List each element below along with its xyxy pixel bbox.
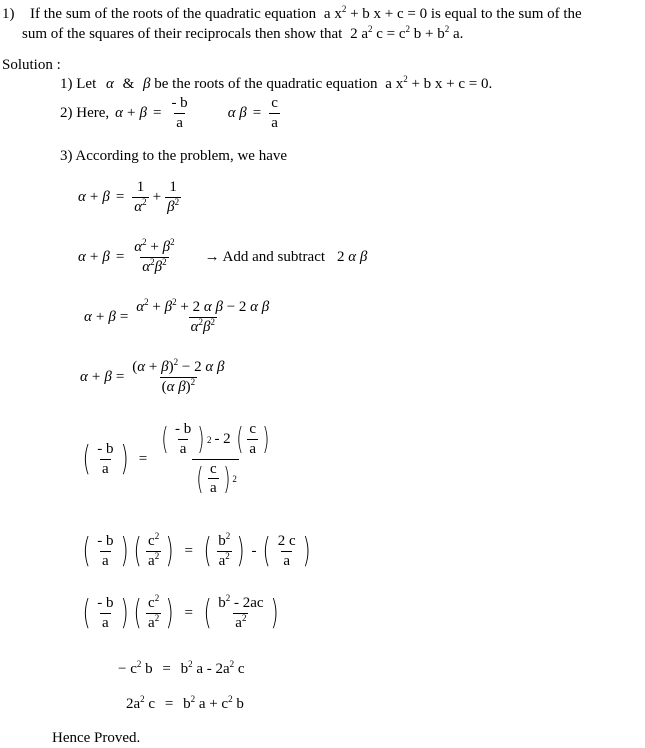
step-1-mid: be the roots of the quadratic equation xyxy=(154,76,378,92)
equation-7: ( $\frac{- b}{a}$ ) ( $\frac{c^2}{a^2}$ ) = ( $\frac{b^2 - 2ac}{a^2}$ ) xyxy=(82,593,279,634)
equation-6: ( $\frac{- b}{a}$ ) ( $\frac{c^2}{a^2}$ ) = ( $\frac{b^2}{a^2}$ ) - ( $\frac{2 c}{a}$ ) xyxy=(82,531,311,572)
step-2-text: 2) Here, xyxy=(60,105,110,122)
equation-5: ( $\frac{- b}{a}$ ) = ( $\frac{- b}{a}$ ) 2 - 2 ( $\frac{c}{a}$ ) ( $\frac{c}{a}$ ) 2 xyxy=(82,421,270,497)
equation-2: α + β = $\frac{\alpha^2 + \beta^2}{\alpha^2\beta^2}$ → Add and subtract 2 α β xyxy=(78,237,368,275)
equation-9: $2a^2$ $c = b^2$ $a + c^2$ b xyxy=(126,694,244,712)
equation-3: α + β = $\frac{\alpha^2 + \beta^2 + 2 \alpha \beta - 2 \alpha \beta}{\alpha^2\beta^2}$ xyxy=(84,297,270,335)
step-1-text: 1) Let xyxy=(60,76,97,92)
arrow-note: → Add and subtract xyxy=(204,249,326,266)
problem-text-1-tail: is equal to the sum of the xyxy=(430,6,582,22)
problem-text-2: sum of the squares of their reciprocals then show that xyxy=(22,26,343,42)
equation-8: − $c^2$ $b = b^2$ a - $2a^2$ c xyxy=(118,659,245,677)
problem-text-1: If the sum of the roots of the quadratic equation xyxy=(30,6,317,22)
problem-number: 1) xyxy=(2,6,15,22)
equation-4: α + β = $\frac{(\alpha + \beta)^2 - 2 \alpha \beta}{(\alpha \beta)^2}$ xyxy=(80,357,225,395)
problem-line-2: sum of the squares of their reciprocals then show that 2 $a^2$ $c = c^2$ $b + b^2$ a. xyxy=(22,24,464,42)
solution-step-2: 2) Here, α + β = $\frac{- b}{a}$ α β = $\frac{c}{a}$ xyxy=(60,95,278,131)
solution-label: Solution : xyxy=(2,57,61,73)
equation-1: α + β = $\frac{1}{\alpha^2}$ + $\frac{1}{\beta^2}$ xyxy=(78,179,180,215)
solution-step-1: 1) Let α & β be the roots of the quadratic equation a $x^2 + b$ x + c = 0. xyxy=(60,74,493,92)
solution-step-3: 3) According to the problem, we have xyxy=(60,148,288,164)
conclusion: Hence Proved. xyxy=(52,730,141,746)
problem-line-1: 1) If the sum of the roots of the quadratic equation a $x^2 + b$ x + c = 0 is equal to the sum of the xyxy=(2,4,582,22)
